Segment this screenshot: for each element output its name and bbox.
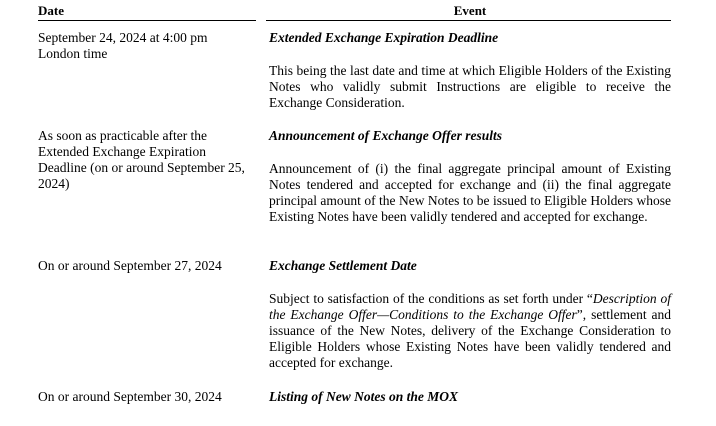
event-column-header: Event bbox=[453, 3, 487, 18]
row-1-event-title: Extended Exchange Expiration Deadline bbox=[269, 30, 499, 45]
row-3-description-tail: ”, settlement and issuance of the New Notes, delivery of the Exchange Consideration to Eligible Holders whose Existing Notes have been validly tendered and accepted for exchange. bbox=[269, 307, 672, 370]
row-4-date: On or around September 30, 2024 bbox=[38, 389, 222, 404]
row-4-event-title: Listing of New Notes on the MOX bbox=[269, 389, 459, 404]
row-1-date: September 24, 2024 at 4:00 pm London time bbox=[38, 30, 208, 61]
date-header-rule bbox=[38, 20, 256, 21]
event-header-rule bbox=[266, 20, 671, 21]
row-2-event-description: Announcement of (i) the final aggregate principal amount of Existing Notes tendered and accepted for exchange and (ii) the final aggregate principal amount of the New Notes to be issued to Eligible Holders whose Existing Notes have been validly tendered and accepted for exchange. bbox=[269, 161, 671, 224]
row-1-event-description: This being the last date and time at which Eligible Holders of the Existing Notes who validly submit Instructions are eligible to receive the Exchange Consideration. bbox=[269, 63, 671, 110]
date-column-header: Date bbox=[38, 3, 64, 18]
row-3-date: On or around September 27, 2024 bbox=[38, 258, 222, 273]
row-3-event-description bbox=[269, 291, 671, 371]
row-3-event-title: Exchange Settlement Date bbox=[269, 258, 417, 273]
row-2-date: As soon as practicable after the Extended Exchange Expiration Deadline (on or around September 25, 2024) bbox=[38, 128, 245, 191]
row-3-description-reference: Description of the Exchange Offer—Conditions to the Exchange Offer bbox=[269, 291, 671, 322]
row-3-description-lead: Subject to satisfaction of the conditions as set forth under “ bbox=[269, 291, 593, 306]
row-2-event-title: Announcement of Exchange Offer results bbox=[269, 128, 503, 143]
